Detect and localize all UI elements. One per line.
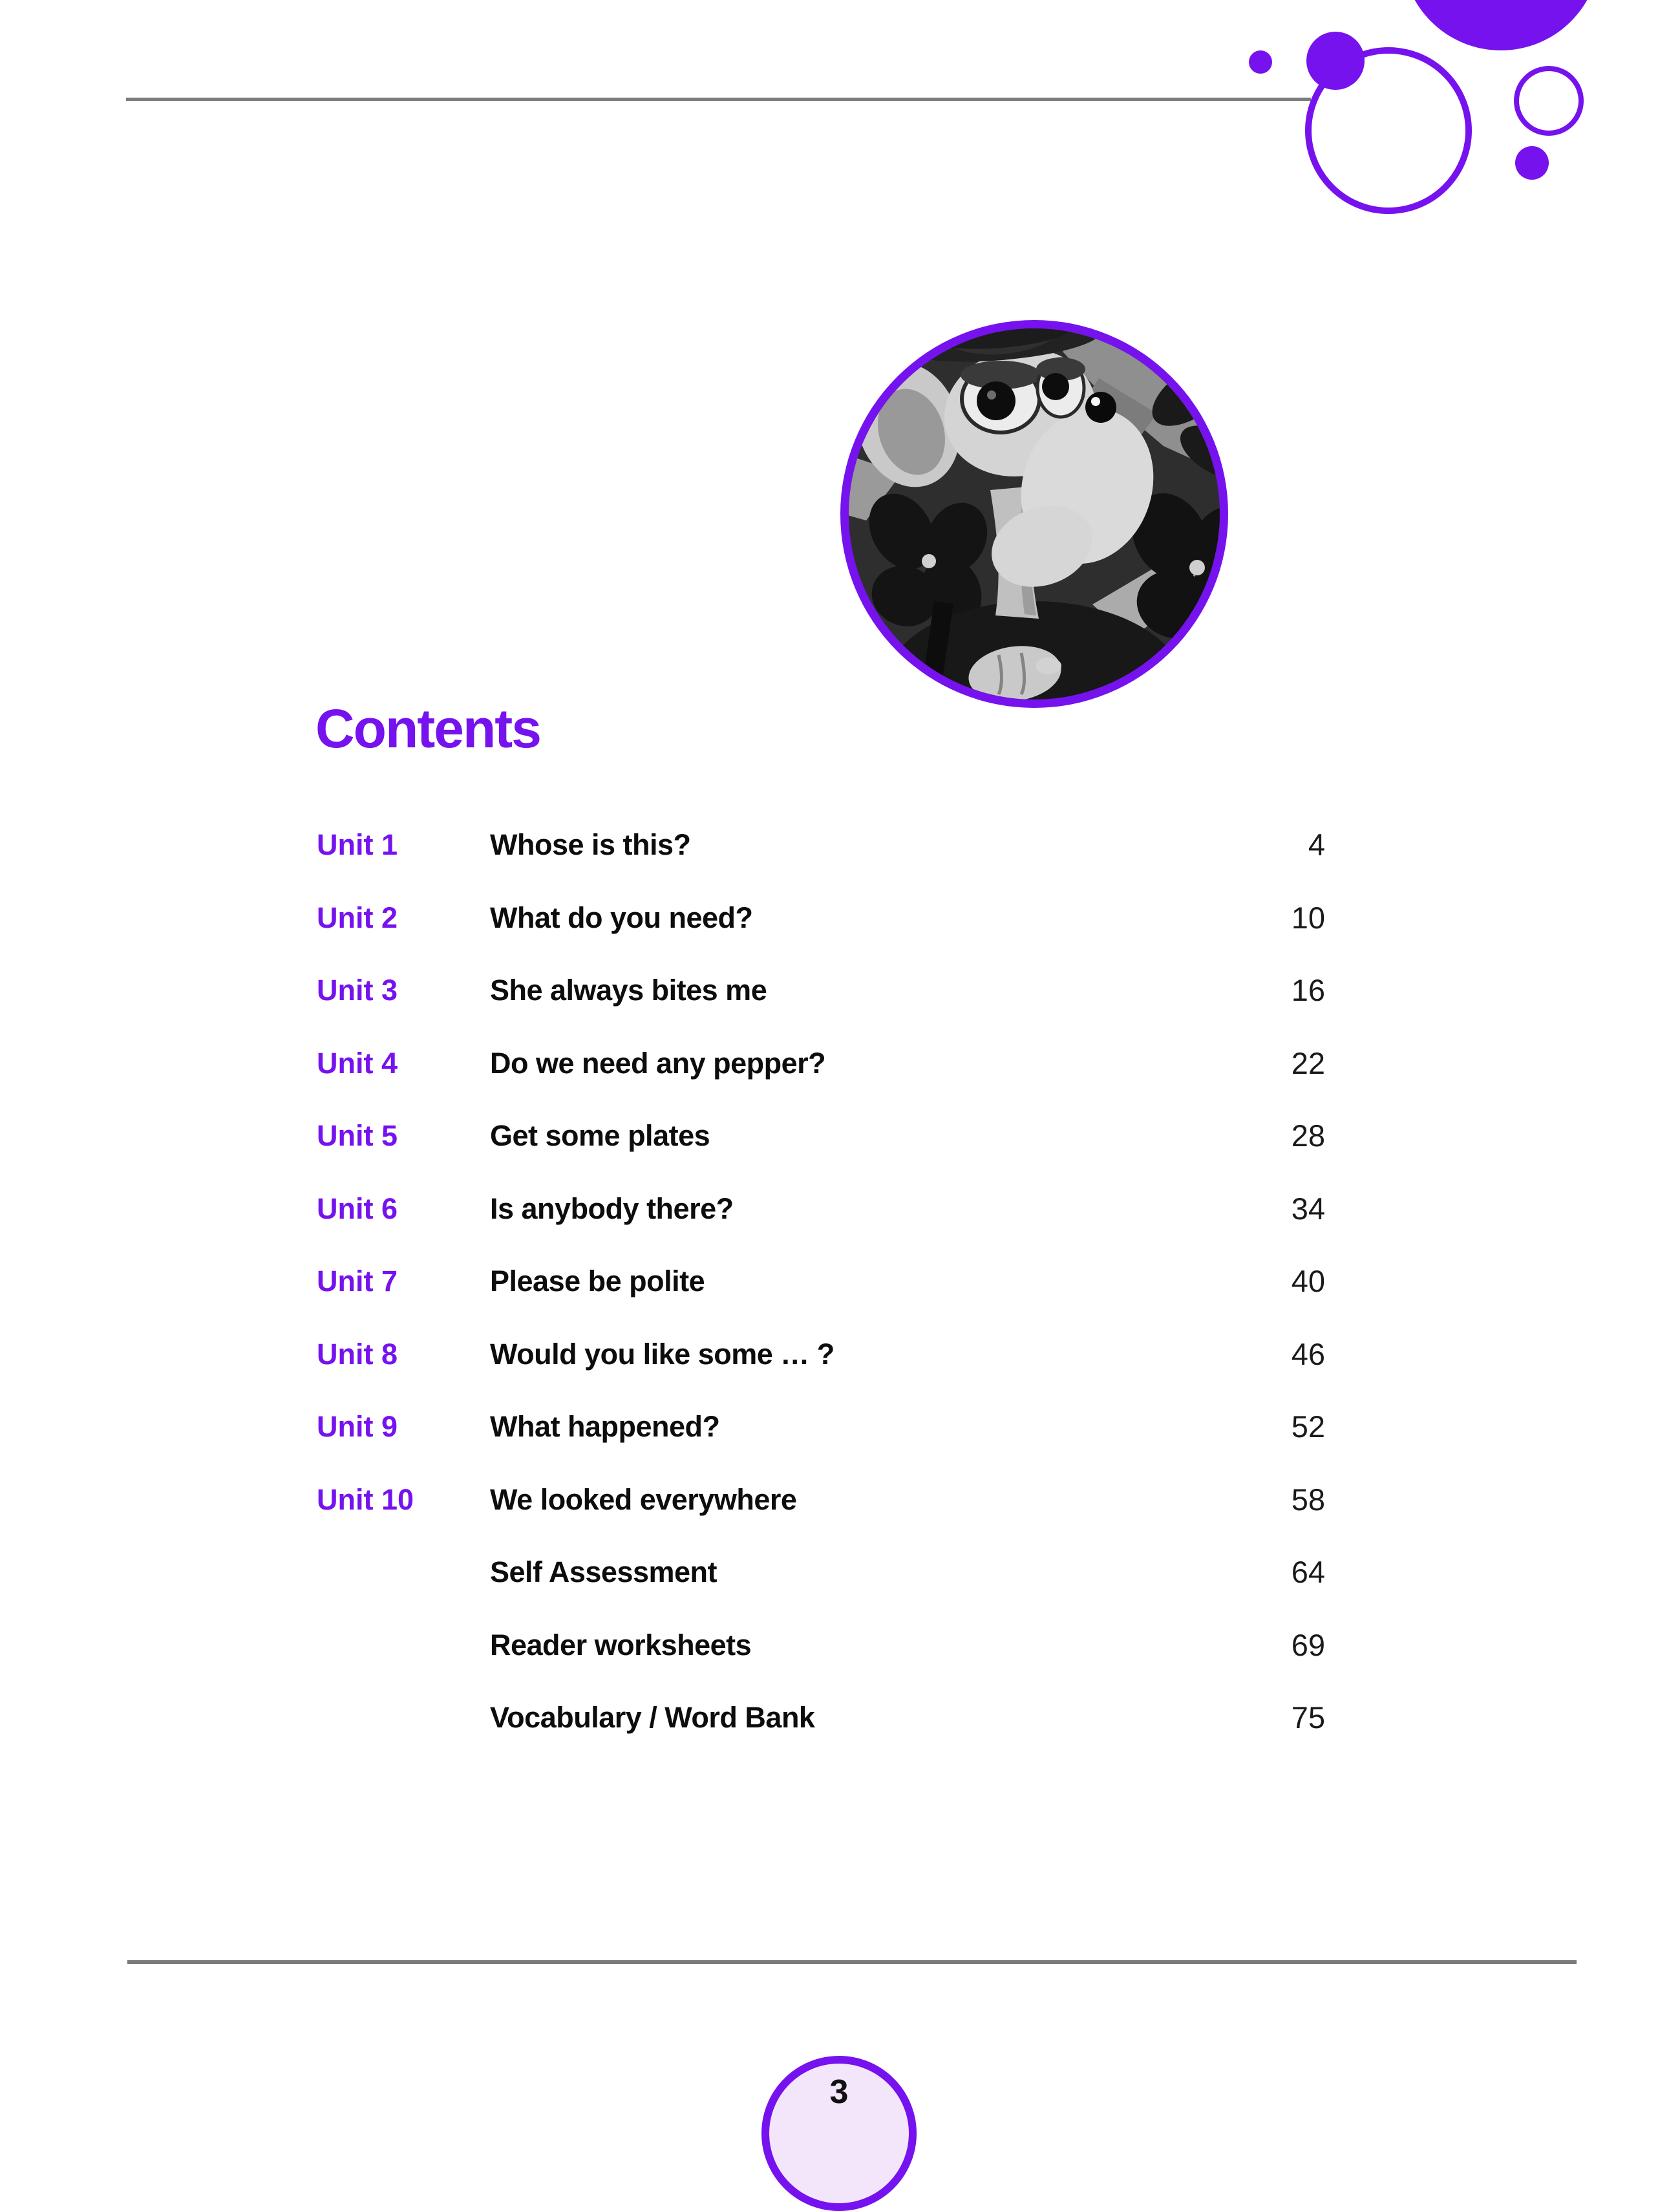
- page-number: 69: [1291, 1627, 1325, 1662]
- page-number: 34: [1291, 1191, 1325, 1226]
- page-number: 58: [1291, 1482, 1325, 1517]
- page-number: 52: [1291, 1409, 1325, 1444]
- unit-label: Unit 6: [317, 1191, 398, 1225]
- page-number-label: 3: [829, 2073, 849, 2111]
- page-number: 64: [1291, 1555, 1325, 1589]
- toc-row: [0, 1045, 1680, 1121]
- toc-row: [0, 1627, 1680, 1703]
- page-number: 16: [1291, 973, 1325, 1007]
- entry-title: What do you need?: [490, 901, 753, 934]
- toc-row: [0, 1409, 1680, 1484]
- entry-title: Vocabulary / Word Bank: [490, 1701, 815, 1734]
- toc-row: [0, 1700, 1680, 1775]
- toc-row: [0, 1336, 1680, 1412]
- page-number: 10: [1291, 900, 1325, 935]
- page-number: 40: [1291, 1264, 1325, 1298]
- unit-label: Unit 9: [317, 1410, 398, 1443]
- unit-label: Unit 4: [317, 1046, 398, 1080]
- page-number-circle: [761, 2056, 917, 2211]
- unit-label: Unit 5: [317, 1119, 398, 1152]
- entry-title: She always bites me: [490, 974, 767, 1007]
- entry-title: Self Assessment: [490, 1555, 718, 1588]
- unit-label: Unit 7: [317, 1265, 398, 1298]
- entry-title: Whose is this?: [490, 828, 691, 861]
- unit-label: Unit 1: [317, 828, 398, 861]
- unit-label: Unit 10: [317, 1482, 414, 1516]
- page-number: 28: [1291, 1118, 1325, 1153]
- toc-row: [0, 973, 1680, 1048]
- entry-title: Would you like some … ?: [490, 1337, 835, 1371]
- toc-row: [0, 830, 1680, 903]
- entry-title: Get some plates: [490, 1119, 710, 1152]
- unit-label: Unit 8: [317, 1337, 398, 1371]
- toc-row: [0, 1191, 1680, 1266]
- toc-row: [0, 1482, 1680, 1557]
- toc-row: [0, 900, 1680, 976]
- page-number: 4: [1308, 828, 1325, 862]
- entry-title: Is anybody there?: [490, 1191, 734, 1225]
- unit-label: Unit 3: [317, 974, 398, 1007]
- page-number: 22: [1291, 1045, 1325, 1080]
- unit-label: Unit 2: [317, 901, 398, 934]
- page-title: Contents: [315, 698, 540, 759]
- entry-title: We looked everywhere: [490, 1482, 797, 1516]
- entry-title: Please be polite: [490, 1265, 705, 1298]
- page-number: 75: [1291, 1700, 1325, 1735]
- toc-row: [0, 1266, 1680, 1339]
- toc-row: [0, 1557, 1680, 1630]
- entry-title: What happened?: [490, 1410, 720, 1443]
- entry-title: Do we need any pepper?: [490, 1046, 826, 1080]
- page-number: 46: [1291, 1336, 1325, 1371]
- toc-row: [0, 1118, 1680, 1193]
- entry-title: Reader worksheets: [490, 1628, 752, 1661]
